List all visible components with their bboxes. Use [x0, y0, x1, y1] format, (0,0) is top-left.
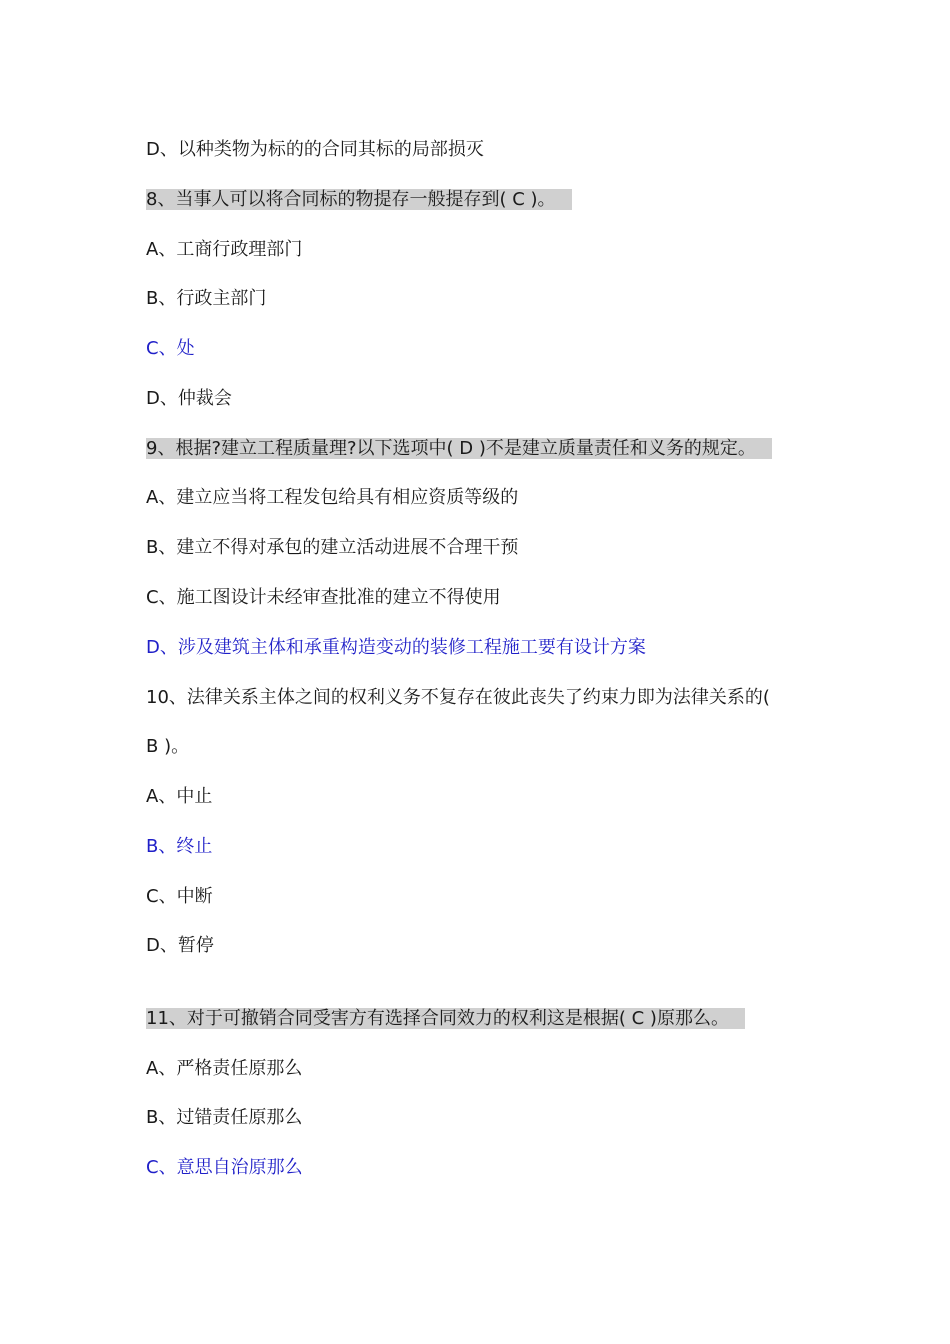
question-8-text: 8、当事人可以将合同标的物提存一般提存到( C )。 [146, 189, 572, 210]
option-8c-answer: C、处 [146, 338, 195, 359]
option-9d-answer: D、涉及建筑主体和承重构造变动的装修工程施工要有设计方案 [146, 637, 646, 658]
question-11-text: 11、对于可撤销合同受害方有选择合同效力的权利这是根据( C )原那么。 [146, 1008, 745, 1029]
option-11b: B、过错责任原那么 [146, 1107, 303, 1128]
question-10-cont: B )。 [146, 736, 190, 757]
option-10d: D、暂停 [146, 935, 214, 956]
option-10a: A、中止 [146, 786, 213, 807]
option-8d: D、仲裁会 [146, 388, 232, 409]
option-8b: B、行政主部门 [146, 288, 267, 309]
question-8 [146, 188, 572, 212]
question-9 [146, 437, 772, 461]
option-7d: D、以种类物为标的的合同其标的局部损灭 [146, 139, 484, 160]
option-11c-answer: C、意思自治原那么 [146, 1157, 303, 1178]
option-9a: A、建立应当将工程发包给具有相应资质等级的 [146, 487, 519, 508]
option-8a: A、工商行政理部门 [146, 239, 303, 260]
option-10c: C、中断 [146, 886, 213, 907]
option-9b: B、建立不得对承包的建立活动进展不合理干预 [146, 537, 519, 558]
option-10b-answer: B、终止 [146, 836, 213, 857]
option-11a: A、严格责任原那么 [146, 1058, 303, 1079]
question-11 [146, 1007, 745, 1031]
option-9c: C、施工图设计未经审查批准的建立不得使用 [146, 587, 501, 608]
question-9-text: 9、根据?建立工程质量理?以下选项中( D )不是建立质量责任和义务的规定。 [146, 438, 772, 459]
question-10: 10、法律关系主体之间的权利义务不复存在彼此丧失了约束力即为法律关系的( [146, 687, 770, 708]
